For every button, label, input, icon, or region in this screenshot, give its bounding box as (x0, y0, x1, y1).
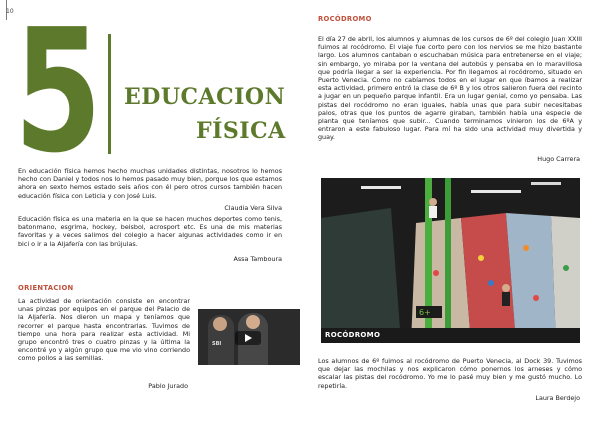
orientation-title: ORIENTACION (18, 284, 74, 292)
photo-label: ROCÓDROMO (325, 331, 381, 339)
orientation-text: La actividad de orientación consiste en encontrar unas pinzas por equipos en el parque del Palacio de la Aljafería. Nos dieron un mapa y teníamos que recorrer el parque hasta encontrarlas. Tuvimos de tiempo una hora para realizar esta actividad. Mi grupo encontró tres o cuatro pinzas y la última la encontré yo y algún grupo que me vio vino corriendo como pollos a las semillas. (18, 297, 190, 363)
chapter-number-text: 5 (14, 26, 102, 156)
heading-divider (108, 34, 111, 154)
intro-paragraph-1: En educación física hemos hecho muchas unidades distintas, nosotros lo hemos hecho con Daniel y todos nos lo hemos pasado muy bien, porque los que estamos ahora en sexto hemos estado seis años con él pero otros cursos también hacen educación física con Leticia y con José Luis. (18, 167, 282, 200)
rocodromo-text: El día 27 de abril, los alumnos y alumnas de los cursos de 6º del colegio Juan XXIII fuimos al rocódromo. El viaje fue corto pero con los nervios se me hizo bastante largo. Los alumnos cantaban o escuchaban música para entretenerse en el viaje; sin embargo, yo miraba por la ventana del autobús y pensaba en lo maravillosa que podría llegar a ser la experiencia. Por fin llegamos al rocódromo, situado en Puerto Venecia. Como no cabíamos todos en el lugar en que íbamos a realizar esta actividad, primero entró la clase de 6º B y los otros salieron fuera del recinto a jugar en un pequeño parque infantil. Era un lugar genial, como yo pensaba. Las pistas del rocódromo no eran iguales, había unas que para subir necesitabas palos, otras que los puntos de agarre giraban, también había una especie de planta que teníamos que subir... Cuando terminamos vinieron los de 6ºA y entraron a este fabuloso lugar. Para mí ha sido una actividad muy divertida y guay. (318, 35, 582, 142)
caption-signature: Laura Berdejo (535, 394, 580, 402)
rocodromo-caption: Los alumnos de 6º fuimos al rocódromo de Puerto Venecia, al Dock 39. Tuvimos que dejar las mochilas y nos explicaron cómo ponernos los arneses y cómo escalar las pistas del rocódromo. Yo me lo pasé muy bien y me gustó mucho. Lo repetiría. (318, 357, 582, 390)
video-head-right (246, 315, 260, 329)
video-shirt-text: SBI (212, 341, 222, 347)
chapter-title-line2: FÍSICA (196, 118, 286, 144)
intro-paragraph-2: Educación física es una materia en la que se hacen muchos deportes como tenis, batonmano, esgrima, hockey, beisbol, acrosport etc. Es una de mis materias favoritas y a veces salimos del colegio a hacer algunas actividades como ir en bici o ir a la Aljafería con las brújulas. (18, 215, 282, 248)
intro-signature-2: Assa Tamboura (233, 255, 282, 263)
chapter-title-line1: EDUCACION (124, 84, 286, 110)
intro-signature-1: Claudia Vera Silva (224, 204, 282, 212)
play-icon[interactable] (235, 331, 261, 345)
orientation-signature: Pablo Jurado (148, 382, 188, 390)
svg-text:6+: 6+ (419, 308, 431, 317)
rocodromo-signature: Hugo Carrera (537, 155, 580, 163)
orientation-video[interactable] (198, 309, 300, 365)
chapter-number (12, 26, 104, 156)
climbing-wall-illustration (321, 178, 580, 343)
video-head-left (213, 317, 227, 331)
climbing-wall-photo (321, 178, 580, 343)
rocodromo-title: ROCÓDROMO (318, 15, 372, 23)
page-number: 10 (6, 8, 14, 15)
